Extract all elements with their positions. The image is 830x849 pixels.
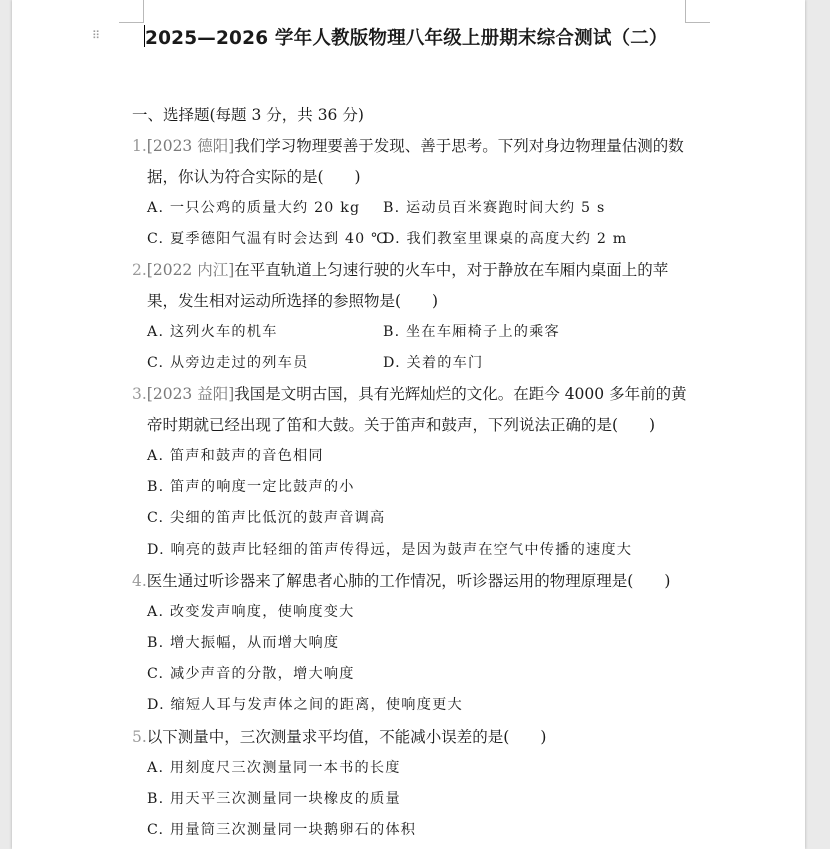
question-3-line-1 [132,382,687,404]
question-1-option-b: B. 运动员百米赛跑时间大约 5 s [383,200,606,216]
question-4-line-1 [132,569,670,591]
question-stem: 我们学习物理要善于发现、善于思考。下列对身边物理量估测的数 [234,137,684,155]
question-3-option-a: A. 笛声和鼓声的音色相同 [147,448,324,464]
question-number: 5. [132,728,147,746]
question-3-line-2: 帝时期就已经出现了笛和大鼓。关于笛声和鼓声，下列说法正确的是( ) [147,416,656,434]
question-4-option-c: C. 减少声音的分散，增大响度 [147,666,355,682]
question-number: 3. [132,385,147,403]
question-2-line-2: 果，发生相对运动所选择的参照物是( ) [147,292,439,310]
margin-corner-mark-right [685,0,710,23]
question-1-option-a: A. 一只公鸡的质量大约 20 kg [147,200,361,216]
question-stem: 我国是文明古国，具有光辉灿烂的文化。在距今 4000 多年前的黄 [234,385,687,403]
question-source: [2023 益阳] [146,385,235,403]
question-1-option-c: C. 夏季德阳气温有时会达到 40 ℃ [147,231,389,247]
question-4-option-d: D. 缩短人耳与发声体之间的距离，使响度更大 [147,697,463,713]
question-2-option-d: D. 关着的车门 [383,355,484,371]
question-number: 4. [132,572,147,590]
question-number: 2. [132,261,147,279]
question-4-option-b: B. 增大振幅，从而增大响度 [147,635,340,651]
question-5-line-1 [132,725,546,747]
question-1-line-1 [132,134,684,156]
question-5-option-a: A. 用刻度尺三次测量同一本书的长度 [147,760,401,776]
question-stem: 在平直轨道上匀速行驶的火车中，对于静放在车厢内桌面上的苹 [234,261,669,279]
question-2-option-b: B. 坐在车厢椅子上的乘客 [383,324,560,340]
question-3-option-b: B. 笛声的响度一定比鼓声的小 [147,479,355,495]
question-source: [2022 内江] [146,261,235,279]
question-2-option-a: A. 这列火车的机车 [147,324,278,340]
question-3-option-d: D. 响亮的鼓声比轻细的笛声传得远，是因为鼓声在空气中传播的速度大 [147,542,633,558]
question-4-option-a: A. 改变发声响度，使响度变大 [147,604,355,620]
question-stem: 医生通过听诊器来了解患者心肺的工作情况，听诊器运用的物理原理是( ) [146,572,671,590]
question-5-option-b: B. 用天平三次测量同一块橡皮的质量 [147,791,401,807]
margin-corner-mark-left [119,0,144,23]
question-1-line-2: 据，你认为符合实际的是( ) [147,168,361,186]
document-page [12,0,805,849]
question-source: [2023 德阳] [146,137,235,155]
section-heading: 一、选择题(每题 3 分，共 36 分) [132,106,364,124]
question-1-option-d: D. 我们教室里课桌的高度大约 2 m [383,231,628,247]
document-title[interactable]: 2025—2026 学年人教版物理八年级上册期末综合测试（二） [145,28,668,49]
question-number: 1. [132,137,147,155]
question-5-option-c: C. 用量筒三次测量同一块鹅卵石的体积 [147,822,417,838]
question-stem: 以下测量中，三次测量求平均值，不能减小误差的是( ) [146,728,547,746]
question-2-option-c: C. 从旁边走过的列车员 [147,355,309,371]
question-2-line-1 [132,258,668,280]
drag-handle-icon[interactable]: ⠿ [92,29,102,42]
question-3-option-c: C. 尖细的笛声比低沉的鼓声音调高 [147,510,386,526]
